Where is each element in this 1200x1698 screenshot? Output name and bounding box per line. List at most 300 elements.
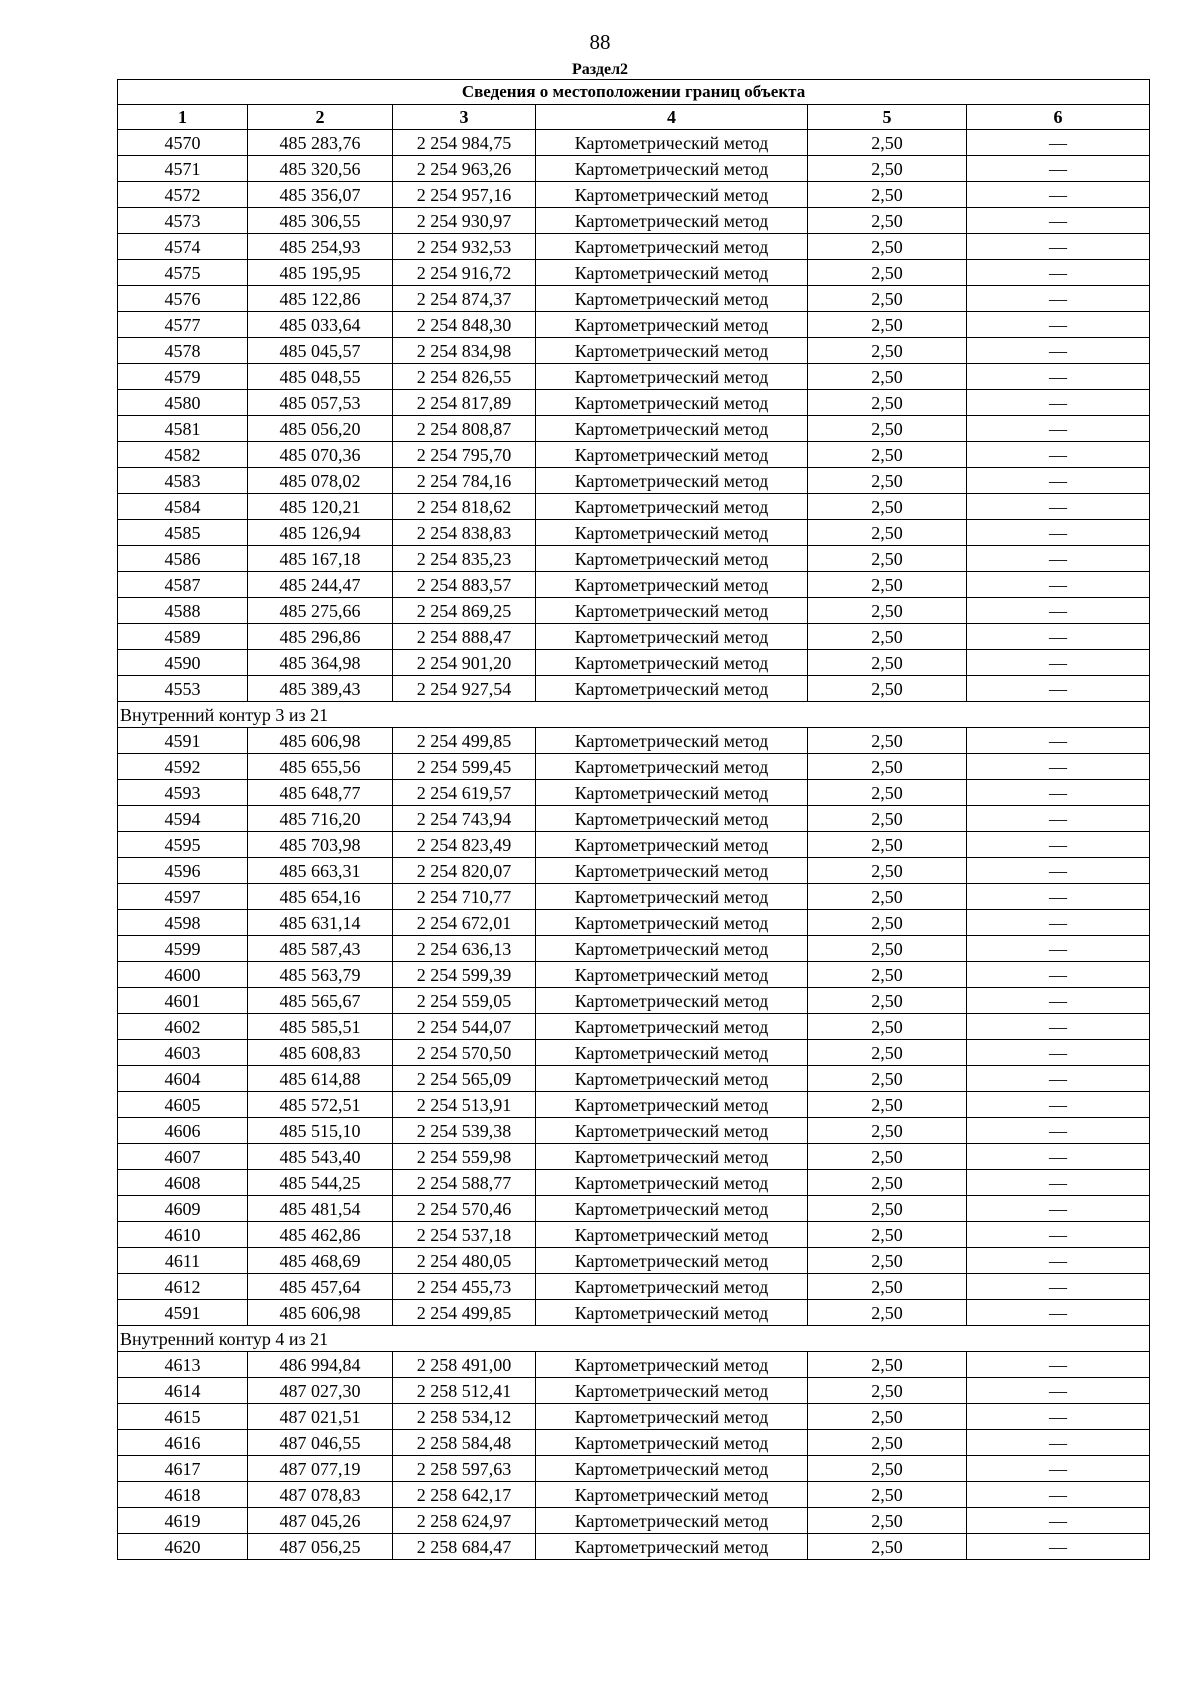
table-cell-col-1: 4605 xyxy=(118,1092,248,1118)
table-cell-col-1: 4618 xyxy=(118,1482,248,1508)
table-cell-col-5: 2,50 xyxy=(808,624,967,650)
table-cell-col-5: 2,50 xyxy=(808,182,967,208)
table-row xyxy=(118,520,1150,546)
table-cell-col-2: 485 565,67 xyxy=(248,988,393,1014)
table-row xyxy=(118,1352,1150,1378)
table-cell-col-3: 2 254 539,38 xyxy=(393,1118,536,1144)
table-cell-col-3: 2 254 808,87 xyxy=(393,416,536,442)
table-cell-col-4: Картометрический метод xyxy=(536,754,808,780)
table-cell-col-6: — xyxy=(967,312,1150,338)
table-row xyxy=(118,936,1150,962)
table-cell-col-2: 485 057,53 xyxy=(248,390,393,416)
table-cell-col-6: — xyxy=(967,1378,1150,1404)
table-cell-col-3: 2 258 534,12 xyxy=(393,1404,536,1430)
table-cell-col-6: — xyxy=(967,598,1150,624)
table-cell-col-4: Картометрический метод xyxy=(536,286,808,312)
table-cell-col-4: Картометрический метод xyxy=(536,520,808,546)
table-cell-col-2: 485 457,64 xyxy=(248,1274,393,1300)
table-cell-col-2: 485 563,79 xyxy=(248,962,393,988)
table-cell-col-1: 4610 xyxy=(118,1222,248,1248)
table-cell-col-5: 2,50 xyxy=(808,988,967,1014)
table-cell-col-6: — xyxy=(967,1534,1150,1560)
table-cell-col-5: 2,50 xyxy=(808,286,967,312)
table-cell-col-2: 487 078,83 xyxy=(248,1482,393,1508)
table-row xyxy=(118,858,1150,884)
table-row xyxy=(118,390,1150,416)
table-cell-col-1: 4595 xyxy=(118,832,248,858)
table-cell-col-4: Картометрический метод xyxy=(536,1482,808,1508)
table-cell-col-6: — xyxy=(967,338,1150,364)
table-cell-col-5: 2,50 xyxy=(808,754,967,780)
table-cell-col-2: 485 364,98 xyxy=(248,650,393,676)
table-cell-col-5: 2,50 xyxy=(808,884,967,910)
table-row xyxy=(118,1300,1150,1326)
table-cell-col-5: 2,50 xyxy=(808,1066,967,1092)
table-row xyxy=(118,416,1150,442)
table-cell-col-4: Картометрический метод xyxy=(536,1404,808,1430)
table-cell-col-1: 4587 xyxy=(118,572,248,598)
table-cell-col-3: 2 254 818,62 xyxy=(393,494,536,520)
table-cell-col-4: Картометрический метод xyxy=(536,1300,808,1326)
table-row xyxy=(118,1404,1150,1430)
table-row xyxy=(118,780,1150,806)
table-cell-col-6: — xyxy=(967,962,1150,988)
table-row xyxy=(118,312,1150,338)
table-cell-col-5: 2,50 xyxy=(808,1092,967,1118)
table-cell-col-6: — xyxy=(967,780,1150,806)
table-cell-col-1: 4609 xyxy=(118,1196,248,1222)
table-caption-row xyxy=(118,80,1150,105)
table-cell-col-2: 485 468,69 xyxy=(248,1248,393,1274)
table-cell-col-5: 2,50 xyxy=(808,1274,967,1300)
table-cell-col-3: 2 254 565,09 xyxy=(393,1066,536,1092)
table-cell-col-2: 487 056,25 xyxy=(248,1534,393,1560)
table-cell-col-3: 2 258 624,97 xyxy=(393,1508,536,1534)
table-cell-col-1: 4576 xyxy=(118,286,248,312)
table-cell-col-5: 2,50 xyxy=(808,780,967,806)
table-cell-col-2: 485 120,21 xyxy=(248,494,393,520)
table-cell-col-6: — xyxy=(967,286,1150,312)
table-cell-col-6: — xyxy=(967,1274,1150,1300)
table-cell-col-1: 4572 xyxy=(118,182,248,208)
table-row xyxy=(118,364,1150,390)
contour-heading-row xyxy=(118,1326,1150,1352)
table-cell-col-4: Картометрический метод xyxy=(536,1092,808,1118)
table-row xyxy=(118,260,1150,286)
table-cell-col-2: 485 663,31 xyxy=(248,858,393,884)
table-cell-col-5: 2,50 xyxy=(808,208,967,234)
table-cell-col-3: 2 254 480,05 xyxy=(393,1248,536,1274)
table-cell-col-5: 2,50 xyxy=(808,1404,967,1430)
table-cell-col-2: 485 606,98 xyxy=(248,1300,393,1326)
table-cell-col-3: 2 254 559,98 xyxy=(393,1144,536,1170)
table-row xyxy=(118,910,1150,936)
table-row xyxy=(118,1118,1150,1144)
table-cell-col-1: 4585 xyxy=(118,520,248,546)
table-cell-col-6: — xyxy=(967,1196,1150,1222)
table-cell-col-2: 485 654,16 xyxy=(248,884,393,910)
table-cell-col-6: — xyxy=(967,988,1150,1014)
table-cell-col-1: 4579 xyxy=(118,364,248,390)
table-cell-col-3: 2 254 874,37 xyxy=(393,286,536,312)
table-cell-col-4: Картометрический метод xyxy=(536,416,808,442)
table-row xyxy=(118,1040,1150,1066)
table-cell-col-3: 2 254 570,50 xyxy=(393,1040,536,1066)
table-cell-col-3: 2 254 672,01 xyxy=(393,910,536,936)
table-cell-col-5: 2,50 xyxy=(808,1170,967,1196)
table-cell-col-6: — xyxy=(967,1092,1150,1118)
table-cell-col-6: — xyxy=(967,884,1150,910)
table-cell-col-3: 2 254 499,85 xyxy=(393,728,536,754)
table-cell-col-1: 4619 xyxy=(118,1508,248,1534)
table-cell-col-1: 4582 xyxy=(118,442,248,468)
table-row xyxy=(118,1456,1150,1482)
table-cell-col-5: 2,50 xyxy=(808,260,967,286)
table-cell-col-5: 2,50 xyxy=(808,416,967,442)
table-cell-col-5: 2,50 xyxy=(808,130,967,156)
table-cell-col-4: Картометрический метод xyxy=(536,1040,808,1066)
table-cell-col-4: Картометрический метод xyxy=(536,182,808,208)
table-cell-col-4: Картометрический метод xyxy=(536,728,808,754)
table-cell-col-4: Картометрический метод xyxy=(536,910,808,936)
column-number-1: 1 xyxy=(118,105,248,130)
table-row xyxy=(118,572,1150,598)
table-cell-col-1: 4612 xyxy=(118,1274,248,1300)
table-cell-col-2: 485 462,86 xyxy=(248,1222,393,1248)
table-cell-col-4: Картометрический метод xyxy=(536,1456,808,1482)
table-cell-col-5: 2,50 xyxy=(808,910,967,936)
table-row xyxy=(118,1378,1150,1404)
table-cell-col-5: 2,50 xyxy=(808,1144,967,1170)
table-cell-col-3: 2 254 619,57 xyxy=(393,780,536,806)
table-row xyxy=(118,806,1150,832)
table-cell-col-6: — xyxy=(967,442,1150,468)
table-cell-col-3: 2 254 835,23 xyxy=(393,546,536,572)
table-cell-col-6: — xyxy=(967,468,1150,494)
table-cell-col-3: 2 254 636,13 xyxy=(393,936,536,962)
table-cell-col-1: 4573 xyxy=(118,208,248,234)
table-cell-col-2: 485 608,83 xyxy=(248,1040,393,1066)
table-cell-col-4: Картометрический метод xyxy=(536,650,808,676)
table-cell-col-3: 2 254 888,47 xyxy=(393,624,536,650)
table-cell-col-5: 2,50 xyxy=(808,832,967,858)
table-cell-col-3: 2 254 823,49 xyxy=(393,832,536,858)
table-cell-col-1: 4611 xyxy=(118,1248,248,1274)
table-cell-col-1: 4581 xyxy=(118,416,248,442)
table-cell-col-1: 4586 xyxy=(118,546,248,572)
table-row xyxy=(118,1170,1150,1196)
table-cell-col-6: — xyxy=(967,806,1150,832)
table-cell-col-6: — xyxy=(967,910,1150,936)
table-cell-col-4: Картометрический метод xyxy=(536,364,808,390)
table-cell-col-3: 2 258 684,47 xyxy=(393,1534,536,1560)
table-cell-col-1: 4604 xyxy=(118,1066,248,1092)
table-cell-col-4: Картометрический метод xyxy=(536,1248,808,1274)
table-row xyxy=(118,1482,1150,1508)
table-cell-col-2: 485 296,86 xyxy=(248,624,393,650)
table-cell-col-3: 2 254 901,20 xyxy=(393,650,536,676)
table-cell-col-2: 485 244,47 xyxy=(248,572,393,598)
table-cell-col-6: — xyxy=(967,1170,1150,1196)
table-cell-col-5: 2,50 xyxy=(808,572,967,598)
table-cell-col-2: 485 254,93 xyxy=(248,234,393,260)
table-cell-col-3: 2 254 984,75 xyxy=(393,130,536,156)
table-cell-col-4: Картометрический метод xyxy=(536,1430,808,1456)
table-cell-col-3: 2 258 491,00 xyxy=(393,1352,536,1378)
table-cell-col-1: 4591 xyxy=(118,728,248,754)
table-cell-col-2: 485 048,55 xyxy=(248,364,393,390)
table-cell-col-4: Картометрический метод xyxy=(536,858,808,884)
table-row xyxy=(118,286,1150,312)
table-cell-col-5: 2,50 xyxy=(808,936,967,962)
table-row xyxy=(118,598,1150,624)
table-cell-col-5: 2,50 xyxy=(808,1222,967,1248)
table-cell-col-2: 485 078,02 xyxy=(248,468,393,494)
table-cell-col-6: — xyxy=(967,624,1150,650)
table-cell-col-2: 487 045,26 xyxy=(248,1508,393,1534)
table-cell-col-4: Картометрический метод xyxy=(536,1378,808,1404)
table-cell-col-6: — xyxy=(967,1248,1150,1274)
table-cell-col-1: 4594 xyxy=(118,806,248,832)
table-cell-col-4: Картометрический метод xyxy=(536,208,808,234)
table-row xyxy=(118,988,1150,1014)
column-number-6: 6 xyxy=(967,105,1150,130)
table-cell-col-2: 487 027,30 xyxy=(248,1378,393,1404)
table-cell-col-4: Картометрический метод xyxy=(536,1118,808,1144)
table-cell-col-3: 2 258 584,48 xyxy=(393,1430,536,1456)
table-cell-col-6: — xyxy=(967,832,1150,858)
table-row xyxy=(118,884,1150,910)
table-cell-col-4: Картометрический метод xyxy=(536,468,808,494)
table-cell-col-1: 4574 xyxy=(118,234,248,260)
table-cell-col-4: Картометрический метод xyxy=(536,936,808,962)
table-cell-col-2: 485 056,20 xyxy=(248,416,393,442)
table-cell-col-1: 4596 xyxy=(118,858,248,884)
table-cell-col-2: 485 275,66 xyxy=(248,598,393,624)
table-cell-col-5: 2,50 xyxy=(808,1040,967,1066)
table-cell-col-5: 2,50 xyxy=(808,728,967,754)
table-cell-col-3: 2 254 499,85 xyxy=(393,1300,536,1326)
table-cell-col-4: Картометрический метод xyxy=(536,1274,808,1300)
table-cell-col-2: 485 655,56 xyxy=(248,754,393,780)
table-cell-col-2: 485 167,18 xyxy=(248,546,393,572)
table-cell-col-2: 485 070,36 xyxy=(248,442,393,468)
table-cell-col-4: Картометрический метод xyxy=(536,1144,808,1170)
table-cell-col-6: — xyxy=(967,1456,1150,1482)
table-cell-col-5: 2,50 xyxy=(808,1456,967,1482)
table-cell-col-5: 2,50 xyxy=(808,1014,967,1040)
table-cell-col-6: — xyxy=(967,494,1150,520)
table-cell-col-5: 2,50 xyxy=(808,1378,967,1404)
table-cell-col-1: 4601 xyxy=(118,988,248,1014)
table-cell-col-4: Картометрический метод xyxy=(536,598,808,624)
table-row xyxy=(118,624,1150,650)
table-cell-col-4: Картометрический метод xyxy=(536,1066,808,1092)
table-cell-col-6: — xyxy=(967,1300,1150,1326)
table-cell-col-4: Картометрический метод xyxy=(536,390,808,416)
table-cell-col-5: 2,50 xyxy=(808,1248,967,1274)
table-cell-col-3: 2 254 513,91 xyxy=(393,1092,536,1118)
table-body xyxy=(118,130,1150,1560)
table-cell-col-6: — xyxy=(967,1404,1150,1430)
table-cell-col-6: — xyxy=(967,546,1150,572)
table-cell-col-3: 2 254 848,30 xyxy=(393,312,536,338)
table-row xyxy=(118,338,1150,364)
table-cell-col-1: 4590 xyxy=(118,650,248,676)
table-cell-col-3: 2 254 883,57 xyxy=(393,572,536,598)
table-cell-col-4: Картометрический метод xyxy=(536,1170,808,1196)
table-cell-col-5: 2,50 xyxy=(808,1430,967,1456)
table-cell-col-6: — xyxy=(967,1508,1150,1534)
table-cell-col-2: 487 046,55 xyxy=(248,1430,393,1456)
table-cell-col-2: 485 587,43 xyxy=(248,936,393,962)
table-cell-col-3: 2 254 916,72 xyxy=(393,260,536,286)
table-cell-col-3: 2 254 588,77 xyxy=(393,1170,536,1196)
table-cell-col-2: 485 356,07 xyxy=(248,182,393,208)
table-row xyxy=(118,494,1150,520)
table-cell-col-4: Картометрический метод xyxy=(536,1196,808,1222)
table-cell-col-2: 485 481,54 xyxy=(248,1196,393,1222)
table-row xyxy=(118,754,1150,780)
table-cell-col-1: 4602 xyxy=(118,1014,248,1040)
table-cell-col-5: 2,50 xyxy=(808,676,967,702)
table-cell-col-6: — xyxy=(967,1014,1150,1040)
table-cell-col-3: 2 254 826,55 xyxy=(393,364,536,390)
table-row xyxy=(118,130,1150,156)
table-cell-col-6: — xyxy=(967,416,1150,442)
table-cell-col-2: 485 320,56 xyxy=(248,156,393,182)
table-cell-col-3: 2 254 930,97 xyxy=(393,208,536,234)
table-row xyxy=(118,1534,1150,1560)
table-cell-col-1: 4575 xyxy=(118,260,248,286)
table-cell-col-3: 2 254 537,18 xyxy=(393,1222,536,1248)
table-cell-col-3: 2 254 743,94 xyxy=(393,806,536,832)
table-cell-col-2: 485 389,43 xyxy=(248,676,393,702)
table-cell-col-4: Картометрический метод xyxy=(536,624,808,650)
table-cell-col-4: Картометрический метод xyxy=(536,1508,808,1534)
table-cell-col-6: — xyxy=(967,1430,1150,1456)
table-cell-col-4: Картометрический метод xyxy=(536,832,808,858)
table-cell-col-1: 4589 xyxy=(118,624,248,650)
column-number-4: 4 xyxy=(536,105,808,130)
table-row xyxy=(118,728,1150,754)
table-row xyxy=(118,208,1150,234)
table-row xyxy=(118,442,1150,468)
table-cell-col-2: 485 306,55 xyxy=(248,208,393,234)
section-label: Раздел2 xyxy=(571,61,629,78)
table-cell-col-4: Картометрический метод xyxy=(536,260,808,286)
table-cell-col-3: 2 254 963,26 xyxy=(393,156,536,182)
table-cell-col-2: 485 606,98 xyxy=(248,728,393,754)
table-cell-col-3: 2 258 512,41 xyxy=(393,1378,536,1404)
table-cell-col-1: 4613 xyxy=(118,1352,248,1378)
column-number-3: 3 xyxy=(393,105,536,130)
table-cell-col-5: 2,50 xyxy=(808,1196,967,1222)
table-cell-col-6: — xyxy=(967,676,1150,702)
table-cell-col-3: 2 254 834,98 xyxy=(393,338,536,364)
table-cell-col-2: 485 033,64 xyxy=(248,312,393,338)
table-cell-col-2: 485 544,25 xyxy=(248,1170,393,1196)
table-cell-col-4: Картометрический метод xyxy=(536,1014,808,1040)
table-cell-col-1: 4606 xyxy=(118,1118,248,1144)
table-cell-col-6: — xyxy=(967,650,1150,676)
table-cell-col-1: 4607 xyxy=(118,1144,248,1170)
table-cell-col-4: Картометрический метод xyxy=(536,1352,808,1378)
table-cell-col-5: 2,50 xyxy=(808,546,967,572)
table-cell-col-2: 485 126,94 xyxy=(248,520,393,546)
table-cell-col-1: 4583 xyxy=(118,468,248,494)
table-cell-col-2: 487 077,19 xyxy=(248,1456,393,1482)
table-cell-col-2: 485 045,57 xyxy=(248,338,393,364)
table-cell-col-4: Картометрический метод xyxy=(536,130,808,156)
table-cell-col-3: 2 254 599,39 xyxy=(393,962,536,988)
table-cell-col-6: — xyxy=(967,754,1150,780)
table-cell-col-5: 2,50 xyxy=(808,598,967,624)
table-cell-col-4: Картометрический метод xyxy=(536,338,808,364)
table-row xyxy=(118,1014,1150,1040)
table-cell-col-5: 2,50 xyxy=(808,650,967,676)
table-cell-col-4: Картометрический метод xyxy=(536,962,808,988)
table-cell-col-4: Картометрический метод xyxy=(536,806,808,832)
table-row xyxy=(118,1196,1150,1222)
table-cell-col-1: 4592 xyxy=(118,754,248,780)
table-cell-col-6: — xyxy=(967,156,1150,182)
table-row xyxy=(118,1248,1150,1274)
table-cell-col-2: 485 283,76 xyxy=(248,130,393,156)
contour-heading: Внутренний контур 3 из 21 xyxy=(118,702,1150,728)
table-cell-col-5: 2,50 xyxy=(808,390,967,416)
table-cell-col-1: 4600 xyxy=(118,962,248,988)
column-number-2: 2 xyxy=(248,105,393,130)
table-cell-col-6: — xyxy=(967,364,1150,390)
table-cell-col-3: 2 254 559,05 xyxy=(393,988,536,1014)
table-cell-col-6: — xyxy=(967,858,1150,884)
table-cell-col-4: Картометрический метод xyxy=(536,156,808,182)
coordinates-table xyxy=(117,79,1150,1560)
table-cell-col-2: 485 716,20 xyxy=(248,806,393,832)
table-cell-col-1: 4616 xyxy=(118,1430,248,1456)
table-cell-col-1: 4593 xyxy=(118,780,248,806)
table-cell-col-4: Картометрический метод xyxy=(536,780,808,806)
table-cell-col-5: 2,50 xyxy=(808,364,967,390)
table-cell-col-6: — xyxy=(967,728,1150,754)
table-cell-col-4: Картометрический метод xyxy=(536,312,808,338)
table-caption: Сведения о местоположении границ объекта xyxy=(118,80,1150,105)
table-cell-col-3: 2 254 710,77 xyxy=(393,884,536,910)
table-cell-col-4: Картометрический метод xyxy=(536,988,808,1014)
table-row xyxy=(118,182,1150,208)
table-cell-col-2: 486 994,84 xyxy=(248,1352,393,1378)
table-cell-col-2: 487 021,51 xyxy=(248,1404,393,1430)
table-row xyxy=(118,1092,1150,1118)
table-cell-col-6: — xyxy=(967,1482,1150,1508)
table-cell-col-6: — xyxy=(967,1144,1150,1170)
table-cell-col-5: 2,50 xyxy=(808,962,967,988)
table-row xyxy=(118,832,1150,858)
table-cell-col-6: — xyxy=(967,260,1150,286)
table-cell-col-1: 4597 xyxy=(118,884,248,910)
table-cell-col-1: 4617 xyxy=(118,1456,248,1482)
table-cell-col-2: 485 585,51 xyxy=(248,1014,393,1040)
table-cell-col-2: 485 631,14 xyxy=(248,910,393,936)
table-cell-col-6: — xyxy=(967,520,1150,546)
table-cell-col-3: 2 254 817,89 xyxy=(393,390,536,416)
table-row xyxy=(118,1508,1150,1534)
table-cell-col-1: 4570 xyxy=(118,130,248,156)
table-cell-col-4: Картометрический метод xyxy=(536,234,808,260)
table-cell-col-2: 485 122,86 xyxy=(248,286,393,312)
table-row xyxy=(118,1144,1150,1170)
